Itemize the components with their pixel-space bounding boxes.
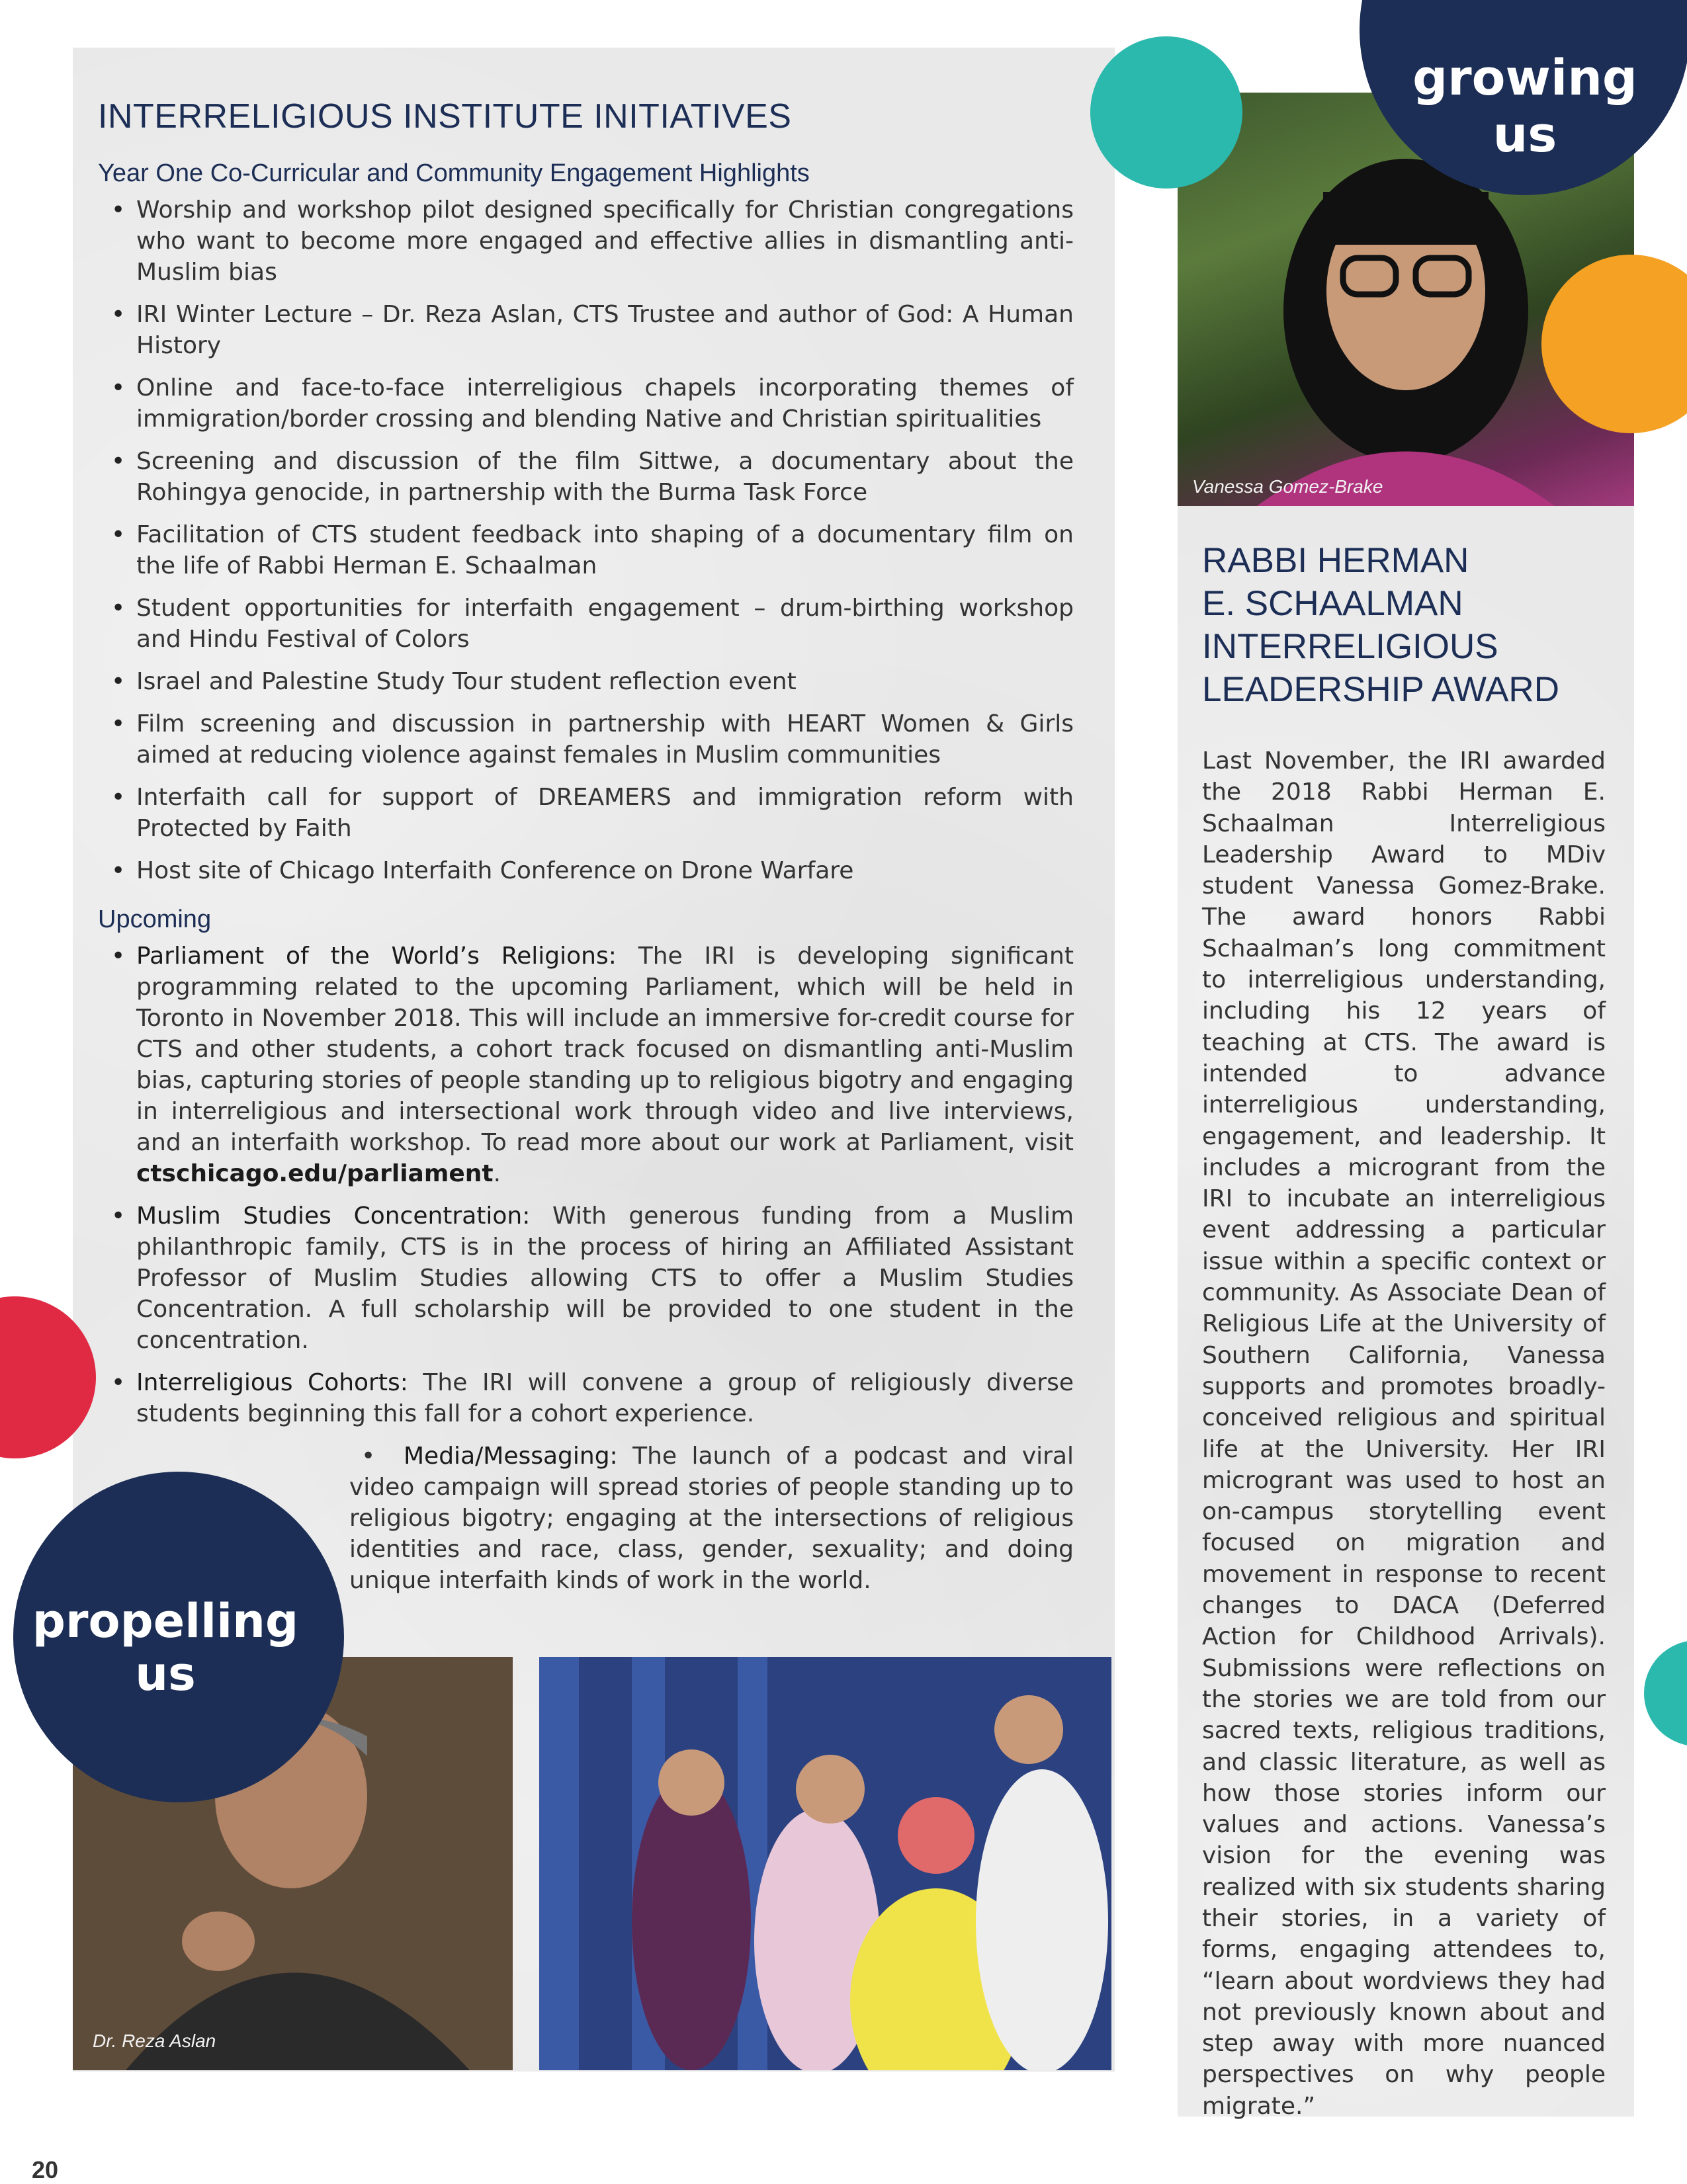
vanessa-photo-caption: Vanessa Gomez-Brake xyxy=(1192,476,1383,497)
upcoming-item-muslim-studies: • Muslim Studies Concentration: With generous funding from a Muslim philanthropic family, CTS is in the process of hiring an Affiliated Assistant Professor of Muslim Studies allowing CTS to offer a Muslim Studies Concentration. A full scholarship will be provided to one student in the concentration. xyxy=(98,1200,1074,1356)
propelling-us-badge xyxy=(13,1472,344,1802)
person-4 xyxy=(976,1769,1108,2070)
decorative-teal-circle xyxy=(1090,36,1242,189)
page-title: INTERRELIGIOUS INSTITUTE INITIATIVES xyxy=(98,97,792,136)
highlights-list xyxy=(98,194,1074,886)
us-label: us xyxy=(135,1647,196,1701)
propelling-label: propelling xyxy=(32,1594,299,1648)
award-title: RABBI HERMAN E. SCHAALMAN INTERRELIGIOUS LEADERSHIP AWARD xyxy=(1202,541,1559,709)
highlight-item: • Worship and workshop pilot designed specifically for Christian congregations who want to become more engaged and effective allies in dismantling anti-Muslim bias xyxy=(98,194,1074,288)
growing-us-label: growing us xyxy=(1412,50,1637,163)
hand-shape xyxy=(182,1911,255,1971)
head-3 xyxy=(898,1797,974,1874)
award-article xyxy=(1202,539,1606,2122)
head-2 xyxy=(796,1755,865,1824)
highlight-item: • Facilitation of CTS student feedback into shaping of a documentary film on the life of Rabbi Herman E. Schaalman xyxy=(98,519,1074,581)
festival-illustration xyxy=(539,1657,1111,2070)
aslan-photo-caption: Dr. Reza Aslan xyxy=(93,2031,216,2051)
highlight-item: • Interfaith call for support of DREAMERS and immigration reform with Protected by Faith xyxy=(98,782,1074,844)
bullet-dot: • xyxy=(361,1443,376,1470)
highlight-item: • IRI Winter Lecture – Dr. Reza Aslan, CTS Trustee and author of God: A Human History xyxy=(98,299,1074,361)
parliament-link[interactable]: ctschicago.edu/parliament xyxy=(136,1160,494,1187)
upcoming-item-parliament: • Parliament of the World’s Religions: The IRI is developing significant programming related to the upcoming Parliament, which will be held in Toronto in November 2018. This will include an immersive for-credit course for CTS and other students, a cohort track focused on dismantling anti-Muslim bias, capturing stories of people standing up to religious bigotry and engaging in interreligious and intersectional work through video and live interviews, and an interfaith workshop. To read more about our work at Parliament, visit ctschicago.edu/parliament. xyxy=(98,941,1074,1189)
decorative-teal-circle-bottom xyxy=(1644,1640,1687,1746)
award-body-text: Last November, the IRI awarded the 2018 Rabbi Herman E. Schaalman Interreligious Leadership Award to MDiv student Vanessa Gomez-Brake. The award honors Rabbi Schaalman’s long commitment to interreligious understanding, including his 12 years of teaching at CTS. The award is intended to advance interreligious understanding, engagement, and leadership. It includes a microgrant from the IRI to incubate an interreligious event addressing a particular issue within a specific context or community. As Associate Dean of Religious Life at the University of Southern California, Vanessa supports and promotes broadly-conceived religious and spiritual life at the University. Her IRI microgrant was used to host an on-campus storytelling event focused on migration and movement in response to recent changes to DACA (Deferred Action for Childhood Arrivals). Submissions were reflections on the stories we are told from our sacred texts, religious traditions, and classic literature, as well as how those stories inform our values and actions. Vanessa’s vision for the evening was realized with six students sharing their stories, in a variety of forms, engaging attendees to, “learn about wordviews they had not previously known about and step away with more nuanced perspectives on why people migrate.” xyxy=(1202,747,1606,2120)
highlight-item: • Student opportunities for interfaith engagement – drum-birthing workshop and Hindu Festival of Colors xyxy=(98,593,1074,655)
pillar-1 xyxy=(539,1657,579,2070)
head-1 xyxy=(658,1749,724,1816)
upcoming-item-cohorts: • Interreligious Cohorts: The IRI will convene a group of religiously diverse students beginning this fall for a cohort experience. xyxy=(98,1367,1074,1429)
highlight-item: • Host site of Chicago Interfaith Conference on Drone Warfare xyxy=(98,855,1074,886)
head-4 xyxy=(994,1695,1063,1764)
festival-of-colors-photo xyxy=(539,1657,1111,2070)
highlight-item: • Screening and discussion of the film Sittwe, a documentary about the Rohingya genocide, in partnership with the Burma Task Force xyxy=(98,446,1074,508)
highlight-item: • Online and face-to-face interreligious chapels incorporating themes of immigration/border crossing and blending Native and Christian spiritualities xyxy=(98,372,1074,435)
page-number: 20 xyxy=(32,2156,59,2183)
upcoming-list xyxy=(98,941,1074,1429)
highlight-item: • Film screening and discussion in partnership with HEART Women & Girls aimed at reducing violence against females in Muslim communities xyxy=(98,708,1074,771)
bangs-shape xyxy=(1323,192,1489,245)
initiatives-article xyxy=(98,93,1074,1596)
year-one-heading: Year One Co-Curricular and Community Engagement Highlights xyxy=(98,159,810,187)
upcoming-item-media: • Media/Messaging: The launch of a podcast and viral video campaign will spread stories of people standing up to religious bigotry; engaging at the intersections of religious identities and race, class, gender, sexuality; and doing unique interfaith kinds of work in the world. xyxy=(98,1441,1074,1596)
highlight-item: • Israel and Palestine Study Tour student reflection event xyxy=(98,666,1074,697)
upcoming-heading: Upcoming xyxy=(98,905,212,933)
person-1 xyxy=(632,1773,751,2070)
